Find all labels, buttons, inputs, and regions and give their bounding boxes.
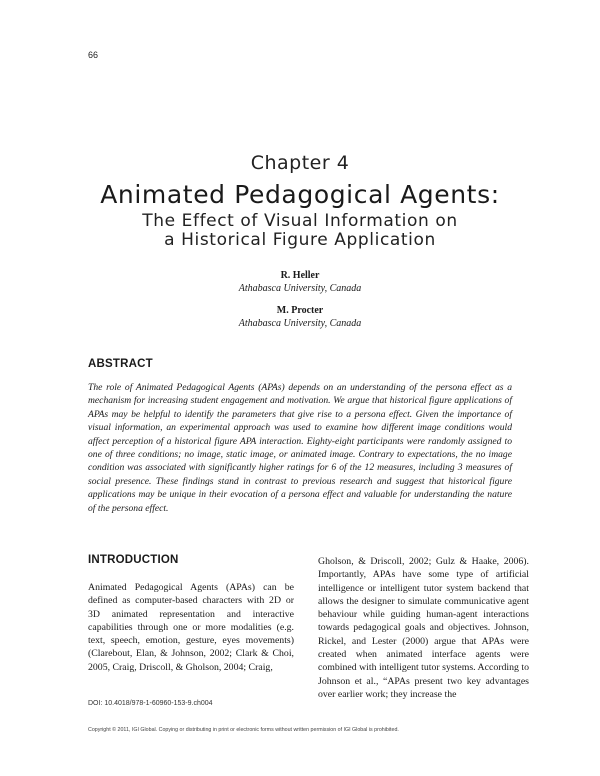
abstract-heading: ABSTRACT [88, 358, 153, 370]
copyright-notice: Copyright © 2011, IGI Global. Copying or distributing in print or electronic forms without written permission of IGI Global is prohibited. [88, 727, 399, 733]
introduction-right-column: Gholson, & Driscoll, 2002; Gulz & Haake, 2006). Importantly, APAs have some type of artificial intelligence or intelligent tutor system backend that allows the designer to simulate communicative agent behaviour while guiding human-agent interactions towards pedagogical goals and objectives. Johnson, Rickel, and Lester (2000) argue that APAs were created when animated interface agents were combined with intelligent tutor systems. According to Johnson et al., “APAs present two key advantages over earlier work; they increase the [318, 556, 529, 700]
author-affiliation-2: Athabasca University, Canada [238, 318, 362, 329]
doi-line: DOI: 10.4018/978-1-60960-153-9.ch004 [88, 700, 213, 707]
subtitle-line-1: The Effect of Visual Information on [142, 211, 458, 231]
introduction-heading: INTRODUCTION [88, 554, 179, 566]
author-affiliation-1: Athabasca University, Canada [238, 283, 362, 294]
introduction-left-column: Animated Pedagogical Agents (APAs) can be defined as computer-based characters with 2D or 3D animated representation and interactive capabilities through one or more modalities (e.g. text, speech, emotion, gesture, eyes movements) (Clarebout, Elan, & Johnson, 2002; Clark & Choi, 2005, Craig, Driscoll, & Gholson, 2004; Craig, [88, 582, 294, 673]
chapter-label: Chapter 4 [250, 152, 350, 174]
subtitle-line-2: a Historical Figure Application [164, 230, 436, 250]
author-name-1: R. Heller [280, 270, 320, 281]
abstract-text: The role of Animated Pedagogical Agents (APAs) depends on an understanding of the persona effect as a mechanism for increasing student engagement and motivation. We argue that historical figure applications of APAs may be helpful to identify the parameters that give rise to a persona effect. Given the importance of visual information, an experimental approach was used to examine how different image conditions would affect perception of a historical figure APA interaction. Eighty-eight participants were randomly assigned to one of three conditions; no image, static image, or animated image. Contrary to expectations, the no image condition was associated with significantly higher ratings for 6 of the 12 measures, including 3 measures of social presence. These findings stand in contrast to previous research and suggest that historical figure applications may be unique in their evocation of a persona effect and valuable for understanding the nature of the persona effect. [88, 382, 512, 514]
chapter-subtitle [0, 212, 600, 250]
page-number: 66 [88, 50, 99, 60]
chapter-title: Animated Pedagogical Agents: [100, 180, 500, 209]
author-name-2: M. Procter [276, 305, 324, 316]
